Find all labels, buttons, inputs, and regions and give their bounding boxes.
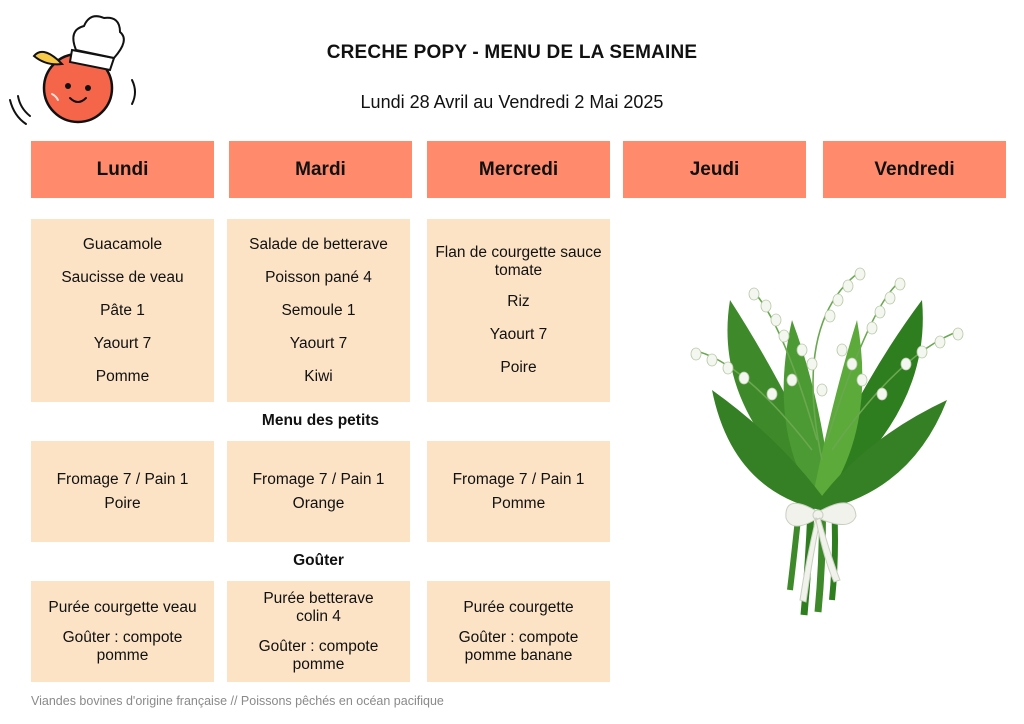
menu-item: Fromage 7 / Pain 1 bbox=[252, 470, 385, 488]
day-header-mardi: Mardi bbox=[229, 141, 412, 198]
menu-item: Guacamole bbox=[82, 235, 163, 253]
day-header-vendredi: Vendredi bbox=[823, 141, 1006, 198]
menu-item: Poisson pané 4 bbox=[265, 268, 372, 286]
menu-item: Poire bbox=[500, 359, 537, 377]
gouter-cell-mercredi bbox=[427, 581, 610, 682]
lunch-cell-mardi bbox=[227, 219, 410, 402]
lunch-cell-mercredi bbox=[427, 219, 610, 402]
menu-item: Fromage 7 / Pain 1 bbox=[452, 470, 585, 488]
page-subtitle: Lundi 28 Avril au Vendredi 2 Mai 2025 bbox=[360, 92, 664, 112]
day-header-mercredi: Mercredi bbox=[427, 141, 610, 198]
day-header-lundi: Lundi bbox=[31, 141, 214, 198]
menu-item: Yaourt 7 bbox=[93, 334, 152, 352]
day-header-jeudi: Jeudi bbox=[623, 141, 806, 198]
petits-cell-mardi bbox=[227, 441, 410, 542]
menu-item: Pomme bbox=[95, 367, 150, 385]
menu-item: Poire bbox=[104, 494, 141, 512]
menu-item: Yaourt 7 bbox=[289, 334, 348, 352]
menu-item: Flan de courgette sauce tomate bbox=[435, 243, 602, 279]
menu-item: Goûter : compote pomme bbox=[258, 637, 379, 673]
menu-item: Salade de betterave bbox=[249, 235, 388, 253]
gouter-cell-mardi bbox=[227, 581, 410, 682]
gouter-cell-lundi bbox=[31, 581, 214, 682]
menu-item: Yaourt 7 bbox=[489, 326, 548, 344]
menu-item: Semoule 1 bbox=[281, 301, 356, 319]
menu-item: Saucisse de veau bbox=[61, 268, 184, 286]
menu-item: Fromage 7 / Pain 1 bbox=[56, 470, 189, 488]
petits-cell-mercredi bbox=[427, 441, 610, 542]
menu-item: Goûter : compote pomme bbox=[62, 628, 183, 664]
menu-item: Pomme bbox=[491, 494, 546, 512]
menu-item: Purée betterave colin 4 bbox=[263, 589, 374, 625]
menu-item: Kiwi bbox=[304, 367, 333, 385]
lunch-cell-lundi bbox=[31, 219, 214, 402]
section-title-petits: Menu des petits bbox=[261, 412, 380, 429]
menu-item: Purée courgette veau bbox=[48, 598, 197, 616]
footer-note: Viandes bovines d'origine française // Poissons pêchés en océan pacifique bbox=[31, 694, 444, 708]
menu-item: Riz bbox=[507, 293, 530, 311]
menu-item: Pâte 1 bbox=[100, 301, 145, 319]
menu-item: Purée courgette bbox=[463, 598, 574, 616]
menu-item: Orange bbox=[292, 494, 345, 512]
lily-of-the-valley-bouquet-icon bbox=[672, 260, 972, 625]
section-title-gouter: Goûter bbox=[293, 552, 344, 569]
page-title: CRECHE POPY - MENU DE LA SEMAINE bbox=[326, 42, 698, 63]
petits-cell-lundi bbox=[31, 441, 214, 542]
menu-item: Goûter : compote pomme banane bbox=[458, 628, 579, 664]
